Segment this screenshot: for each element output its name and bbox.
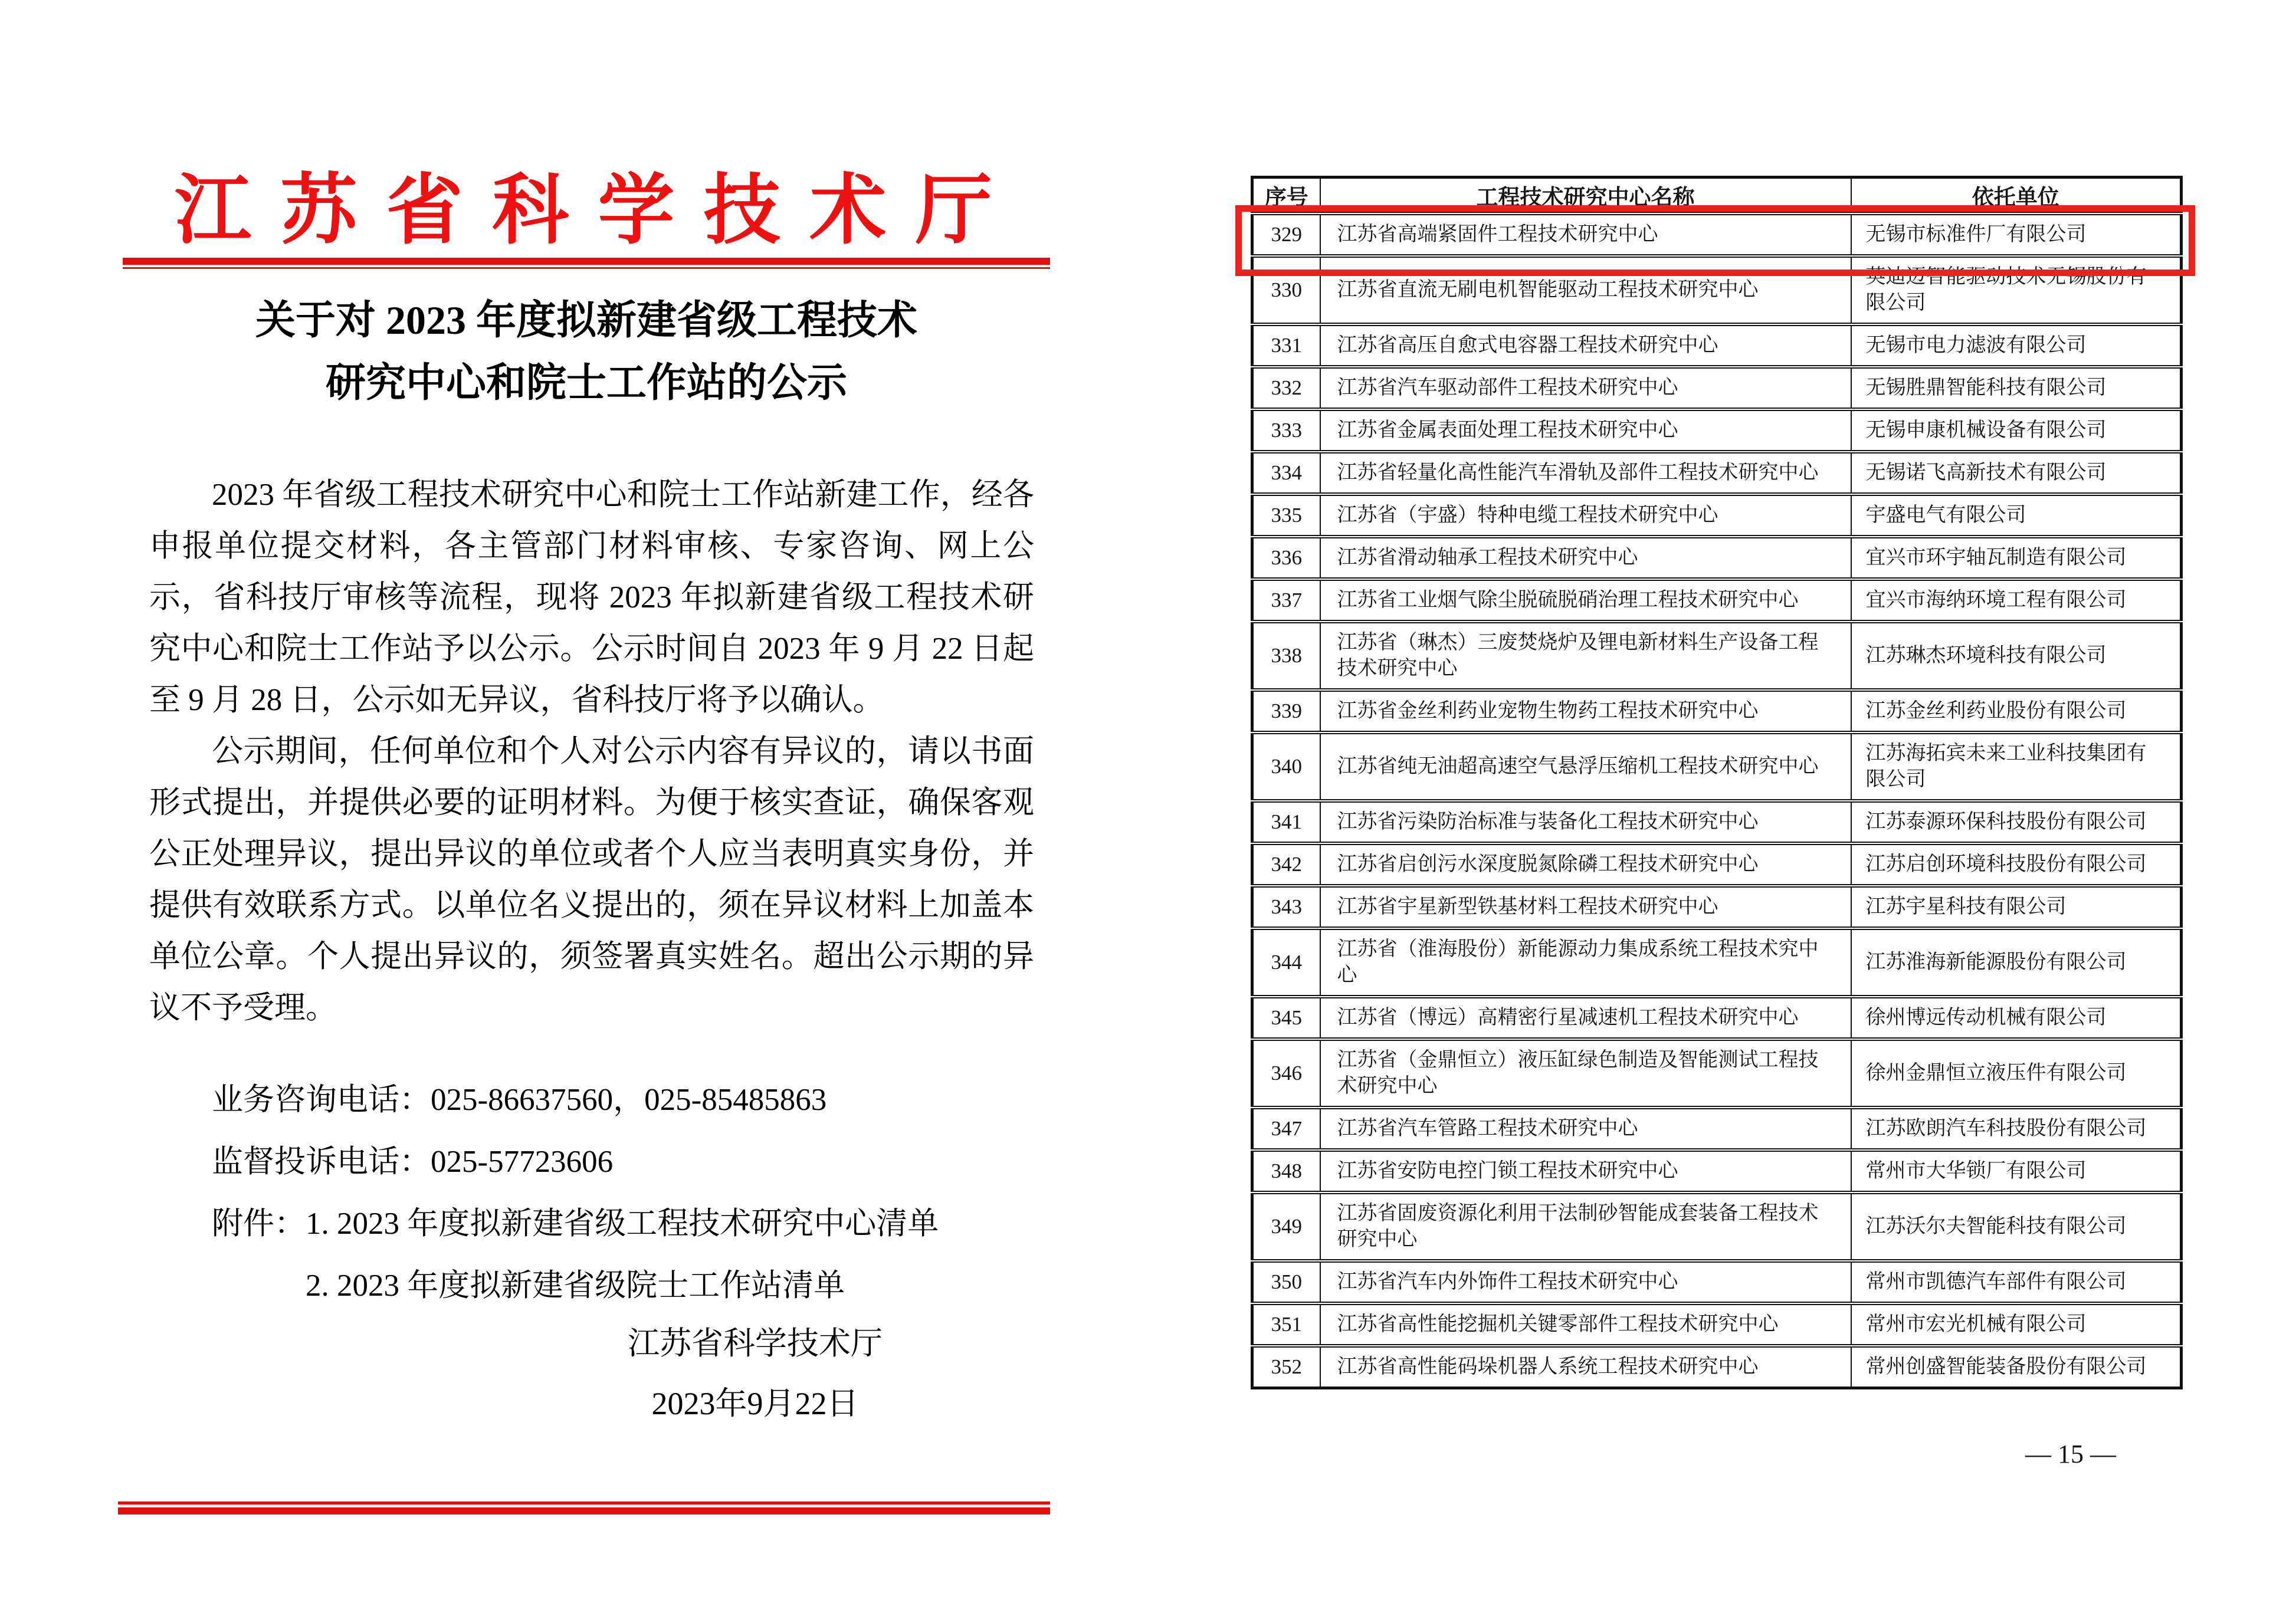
row-seq: 335 — [1252, 494, 1320, 537]
support-org: 无锡胜鼎智能科技有限公司 — [1851, 367, 2182, 409]
document-title — [123, 289, 1050, 414]
support-org: 江苏泰源环保科技股份有限公司 — [1851, 801, 2182, 843]
center-name: 江苏省安防电控门锁工程技术研究中心 — [1320, 1150, 1851, 1192]
center-name: 江苏省固废资源化利用干法制砂智能成套装备工程技术研究中心 — [1320, 1192, 1851, 1261]
center-name: 江苏省高性能挖掘机关键零部件工程技术研究中心 — [1320, 1303, 1851, 1346]
header-name: 工程技术研究中心名称 — [1320, 178, 1851, 214]
notice-body — [149, 469, 1034, 1034]
table-row — [1252, 928, 2182, 997]
center-name: 江苏省（金鼎恒立）液压缸绿色制造及智能测试工程技术研究中心 — [1320, 1039, 1851, 1108]
support-org: 宇盛电气有限公司 — [1851, 494, 2182, 537]
table-row — [1252, 622, 2182, 690]
support-org: 宜兴市海纳环境工程有限公司 — [1851, 579, 2182, 622]
row-seq: 330 — [1252, 256, 1320, 324]
center-name: 江苏省滑动轴承工程技术研究中心 — [1320, 537, 1851, 579]
center-name: 江苏省汽车内外饰件工程技术研究中心 — [1320, 1261, 1851, 1303]
attachment-line-1: 附件：1. 2023 年度拟新建省级工程技术研究中心清单 — [212, 1207, 939, 1241]
table-row — [1252, 1150, 2182, 1192]
table-header-row — [1252, 178, 2182, 214]
row-seq: 346 — [1252, 1039, 1320, 1108]
row-seq: 341 — [1252, 801, 1320, 843]
center-name: 江苏省汽车管路工程技术研究中心 — [1320, 1108, 1851, 1150]
row-seq: 352 — [1252, 1346, 1320, 1388]
red-separator-top — [123, 258, 1050, 269]
support-org: 常州市宏光机械有限公司 — [1851, 1303, 2182, 1346]
signature-date: 2023年9月22日 — [651, 1386, 859, 1421]
support-org: 江苏淮海新能源股份有限公司 — [1851, 928, 2182, 997]
center-name: 江苏省（宇盛）特种电缆工程技术研究中心 — [1320, 494, 1851, 537]
header-org: 依托单位 — [1851, 178, 2182, 214]
document-title-line-1: 关于对 2023 年度拟新建省级工程技术 — [255, 298, 917, 343]
support-org: 徐州金鼎恒立液压件有限公司 — [1851, 1039, 2182, 1108]
center-table — [1251, 176, 2183, 1389]
support-org: 江苏琳杰环境科技有限公司 — [1851, 622, 2182, 690]
center-name: 江苏省汽车驱动部件工程技术研究中心 — [1320, 367, 1851, 409]
table-row — [1252, 1039, 2182, 1108]
table-row — [1252, 1346, 2182, 1388]
center-name: 江苏省金属表面处理工程技术研究中心 — [1320, 409, 1851, 452]
row-seq: 334 — [1252, 452, 1320, 494]
support-org: 常州市大华锁厂有限公司 — [1851, 1150, 2182, 1192]
row-seq: 342 — [1252, 843, 1320, 886]
notice-extras — [149, 1069, 1034, 1317]
business-phone-line: 业务咨询电话：025-86637560，025-85485863 — [212, 1083, 827, 1117]
center-name: 江苏省纯无油超高速空气悬浮压缩机工程技术研究中心 — [1320, 732, 1851, 801]
row-seq: 348 — [1252, 1150, 1320, 1192]
table-row — [1252, 494, 2182, 537]
table-row — [1252, 409, 2182, 452]
table-row — [1252, 1261, 2182, 1303]
center-name: 江苏省污染防治标准与装备化工程技术研究中心 — [1320, 801, 1851, 843]
table-row — [1252, 886, 2182, 928]
row-seq: 332 — [1252, 367, 1320, 409]
row-seq: 339 — [1252, 690, 1320, 732]
center-table-body — [1252, 213, 2182, 1388]
center-name: 江苏省高端紧固件工程技术研究中心 — [1320, 213, 1851, 256]
page-number: — 15 — — [2025, 1440, 2116, 1468]
row-seq: 333 — [1252, 409, 1320, 452]
signature-block — [560, 1316, 950, 1431]
row-seq: 340 — [1252, 732, 1320, 801]
center-name: 江苏省宇星新型铁基材料工程技术研究中心 — [1320, 886, 1851, 928]
center-name: 江苏省高性能码垛机器人系统工程技术研究中心 — [1320, 1346, 1851, 1388]
row-seq: 344 — [1252, 928, 1320, 997]
row-seq: 336 — [1252, 537, 1320, 579]
table-row — [1252, 1303, 2182, 1346]
row-seq: 351 — [1252, 1303, 1320, 1346]
red-separator-top-thin-bar — [123, 267, 1050, 269]
agency-title: 江苏省科学技术厅 — [174, 169, 1022, 254]
center-name: 江苏省（博远）高精密行星减速机工程技术研究中心 — [1320, 997, 1851, 1039]
table-row — [1252, 579, 2182, 622]
table-row — [1252, 367, 2182, 409]
center-name: 江苏省（琳杰）三废焚烧炉及锂电新材料生产设备工程技术研究中心 — [1320, 622, 1851, 690]
table-row — [1252, 213, 2182, 256]
row-seq: 345 — [1252, 997, 1320, 1039]
support-org: 江苏海拓宾未来工业科技集团有限公司 — [1851, 732, 2182, 801]
table-row — [1252, 324, 2182, 367]
table-row — [1252, 690, 2182, 732]
signer-name: 江苏省科学技术厅 — [628, 1326, 883, 1361]
row-seq: 349 — [1252, 1192, 1320, 1261]
table-row — [1252, 537, 2182, 579]
red-separator-top-thick-bar — [123, 258, 1050, 265]
row-seq: 343 — [1252, 886, 1320, 928]
support-org: 徐州博远传动机械有限公司 — [1851, 997, 2182, 1039]
support-org: 无锡市标准件厂有限公司 — [1851, 213, 2182, 256]
document-title-line-2: 研究中心和院士工作站的公示 — [325, 360, 847, 405]
red-separator-bottom-thick-bar — [118, 1507, 1050, 1514]
center-name: 江苏省金丝利药业宠物生物药工程技术研究中心 — [1320, 690, 1851, 732]
red-separator-bottom-thin-bar — [118, 1502, 1050, 1504]
support-org: 英迪迈智能驱动技术无锡股份有限公司 — [1851, 256, 2182, 324]
row-seq: 350 — [1252, 1261, 1320, 1303]
notice-paragraph-1: 2023 年省级工程技术研究中心和院士工作站新建工作，经各申报单位提交材料，各主管部门材料审核、专家咨询、网上公示，省科技厅审核等流程，现将 2023 年拟新建省级工程技术研究中心和院士工作站予以公示。公示时间自 2023 年 9 月 22 日起至 9 月 28 日，公示如无异议，省科技厅将予以确认。 — [149, 478, 1034, 717]
center-name: 江苏省（淮海股份）新能源动力集成系统工程技术究中心 — [1320, 928, 1851, 997]
support-org: 江苏启创环境科技股份有限公司 — [1851, 843, 2182, 886]
notice-paragraph-2: 公示期间，任何单位和个人对公示内容有异议的，请以书面形式提出，并提供必要的证明材料。为便于核实查证，确保客观公正处理异议，提出异议的单位或者个人应当表明真实身份，并提供有效联系方式。以单位名义提出的，须在异议材料上加盖本单位公章。个人提出异议的，须签署真实姓名。超出公示期的异议不予受理。 — [149, 734, 1034, 1025]
header-seq: 序号 — [1252, 178, 1320, 214]
table-row — [1252, 843, 2182, 886]
red-separator-bottom — [118, 1502, 1050, 1514]
row-seq: 347 — [1252, 1108, 1320, 1150]
center-name: 江苏省启创污水深度脱氮除磷工程技术研究中心 — [1320, 843, 1851, 886]
row-seq: 338 — [1252, 622, 1320, 690]
support-org: 江苏欧朗汽车科技股份有限公司 — [1851, 1108, 2182, 1150]
support-org: 常州创盛智能装备股份有限公司 — [1851, 1346, 2182, 1388]
table-row — [1252, 452, 2182, 494]
support-org: 江苏沃尔夫智能科技有限公司 — [1851, 1192, 2182, 1261]
table-row — [1252, 801, 2182, 843]
support-org: 常州市凯德汽车部件有限公司 — [1851, 1261, 2182, 1303]
support-org: 江苏金丝利药业股份有限公司 — [1851, 690, 2182, 732]
support-org: 江苏宇星科技有限公司 — [1851, 886, 2182, 928]
support-org: 无锡诺飞高新技术有限公司 — [1851, 452, 2182, 494]
center-table-wrap — [1251, 176, 2180, 1389]
support-org: 无锡申康机械设备有限公司 — [1851, 409, 2182, 452]
center-name: 江苏省轻量化高性能汽车滑轨及部件工程技术研究中心 — [1320, 452, 1851, 494]
support-org: 宜兴市环宇轴瓦制造有限公司 — [1851, 537, 2182, 579]
center-name: 江苏省直流无刷电机智能驱动工程技术研究中心 — [1320, 256, 1851, 324]
table-row — [1252, 997, 2182, 1039]
support-org: 无锡市电力滤波有限公司 — [1851, 324, 2182, 367]
attachment-line-2: 2. 2023 年度拟新建省级院士工作站清单 — [306, 1269, 845, 1303]
table-row — [1252, 1192, 2182, 1261]
row-seq: 329 — [1252, 213, 1320, 256]
table-row — [1252, 732, 2182, 801]
row-seq: 331 — [1252, 324, 1320, 367]
table-row — [1252, 1108, 2182, 1150]
supervision-phone-line: 监督投诉电话：025-57723606 — [212, 1145, 614, 1179]
table-row — [1252, 256, 2182, 324]
center-name: 江苏省工业烟气除尘脱硫脱硝治理工程技术研究中心 — [1320, 579, 1851, 622]
row-seq: 337 — [1252, 579, 1320, 622]
center-name: 江苏省高压自愈式电容器工程技术研究中心 — [1320, 324, 1851, 367]
